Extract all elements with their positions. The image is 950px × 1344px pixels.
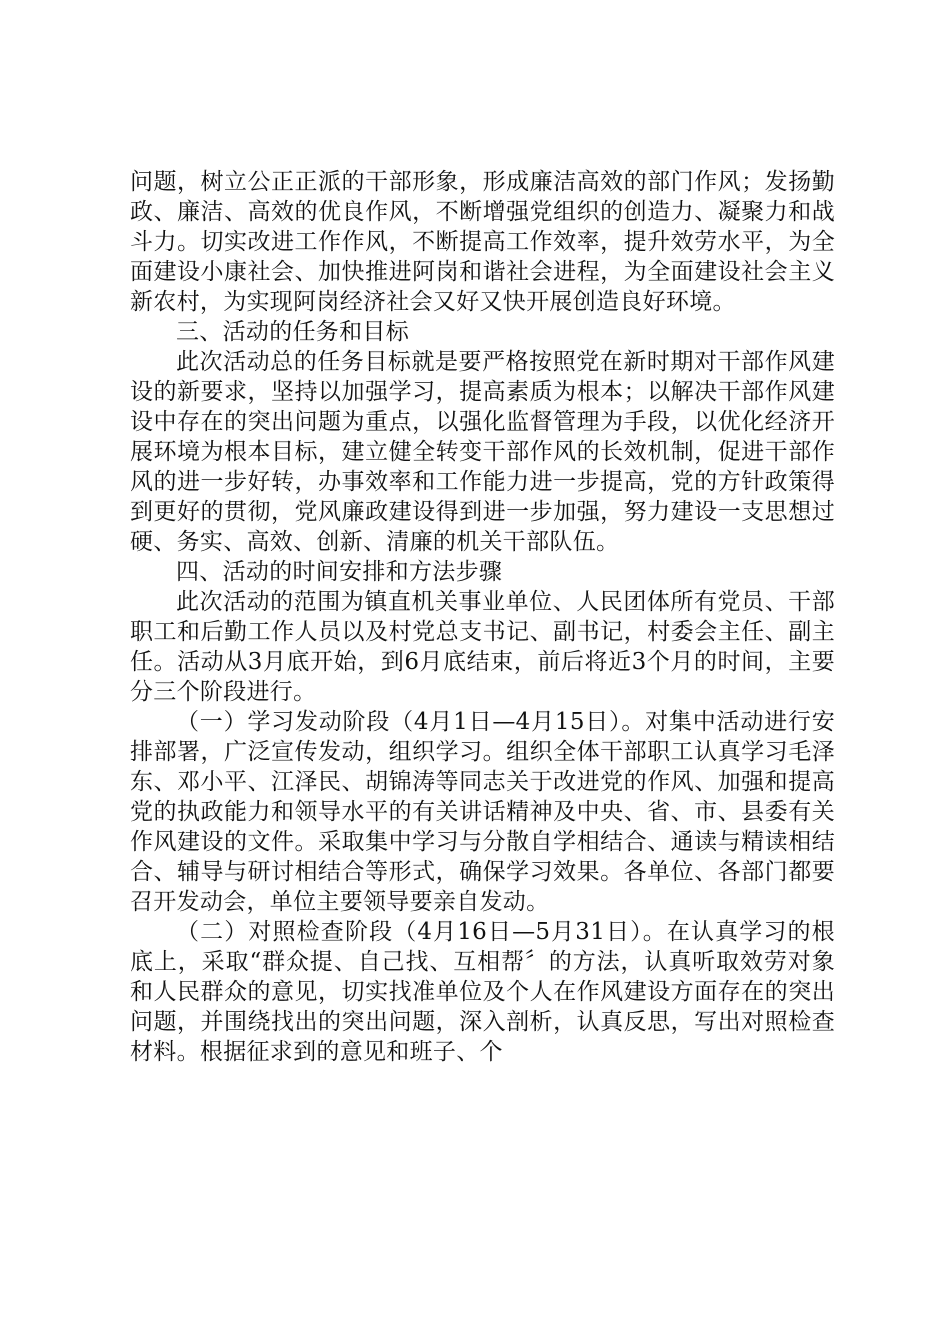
paragraph-work-style-goals: 问题，树立公正正派的干部形象，形成廉洁高效的部门作风；发扬勤政、廉洁、高效的优良作风，不断增强党组织的创造力、凝聚力和战斗力。切实改进工作作风，不断提高工作效率，提升效劳水平，为全面建设小康社会、加快推进阿岗和谐社会进程，为全面建设社会主义新农村，为实现阿岗经济社会又好又快开展创造良好环境。 bbox=[130, 169, 835, 315]
section-heading-schedule-and-steps: 四、活动的时间安排和方法步骤 bbox=[176, 559, 503, 585]
paragraph-activity-scope: 此次活动的范围为镇直机关事业单位、人民团体所有党员、干部职工和后勤工作人员以及村党总支书记、副书记，村委会主任、副主任。活动从3月底开始，到6月底结束，前后将近3个月的时间，主要分三个阶段进行。 bbox=[130, 589, 835, 705]
paragraph-tasks-and-goals: 此次活动总的任务目标就是要严格按照党在新时期对干部作风建设的新要求，坚持以加强学习，提高素质为根本；以解决干部作风建设中存在的突出问题为重点，以强化监督管理为手段，以优化经济开展环境为根本目标，建立健全转变干部作风的长效机制，促进干部作风的进一步好转，办事效率和工作能力进一步提高，党的方针政策得到更好的贯彻，党风廉政建设得到进一步加强，努力建设一支思想过硬、务实、高效、创新、清廉的机关干部队伍。 bbox=[130, 349, 835, 555]
document-body bbox=[130, 167, 835, 1067]
section-heading-tasks-and-goals: 三、活动的任务和目标 bbox=[176, 319, 409, 345]
paragraph-stage-one-study: （一）学习发动阶段（4月1日—4月15日）。对集中活动进行安排部署，广泛宣传发动，组织学习。组织全体干部职工认真学习毛泽东、邓小平、江泽民、胡锦涛等同志关于改进党的作风、加强和提高党的执政能力和领导水平的有关讲话精神及中央、省、市、县委有关作风建设的文件。采取集中学习与分散自学相结合、通读与精读相结合、辅导与研讨相结合等形式，确保学习效果。各单位、各部门都要召开发动会，单位主要领导要亲自发动。 bbox=[130, 709, 835, 915]
paragraph-stage-two-review: （二）对照检查阶段（4月16日—5月31日）。在认真学习的根底上，采取“群众提、自己找、互相帮〞的方法，认真听取效劳对象和人民群众的意见，切实找准单位及个人在作风建设方面存在的突出问题，并围绕找出的突出问题，深入剖析，认真反思，写出对照检查材料。根据征求到的意见和班子、个 bbox=[130, 919, 835, 1065]
